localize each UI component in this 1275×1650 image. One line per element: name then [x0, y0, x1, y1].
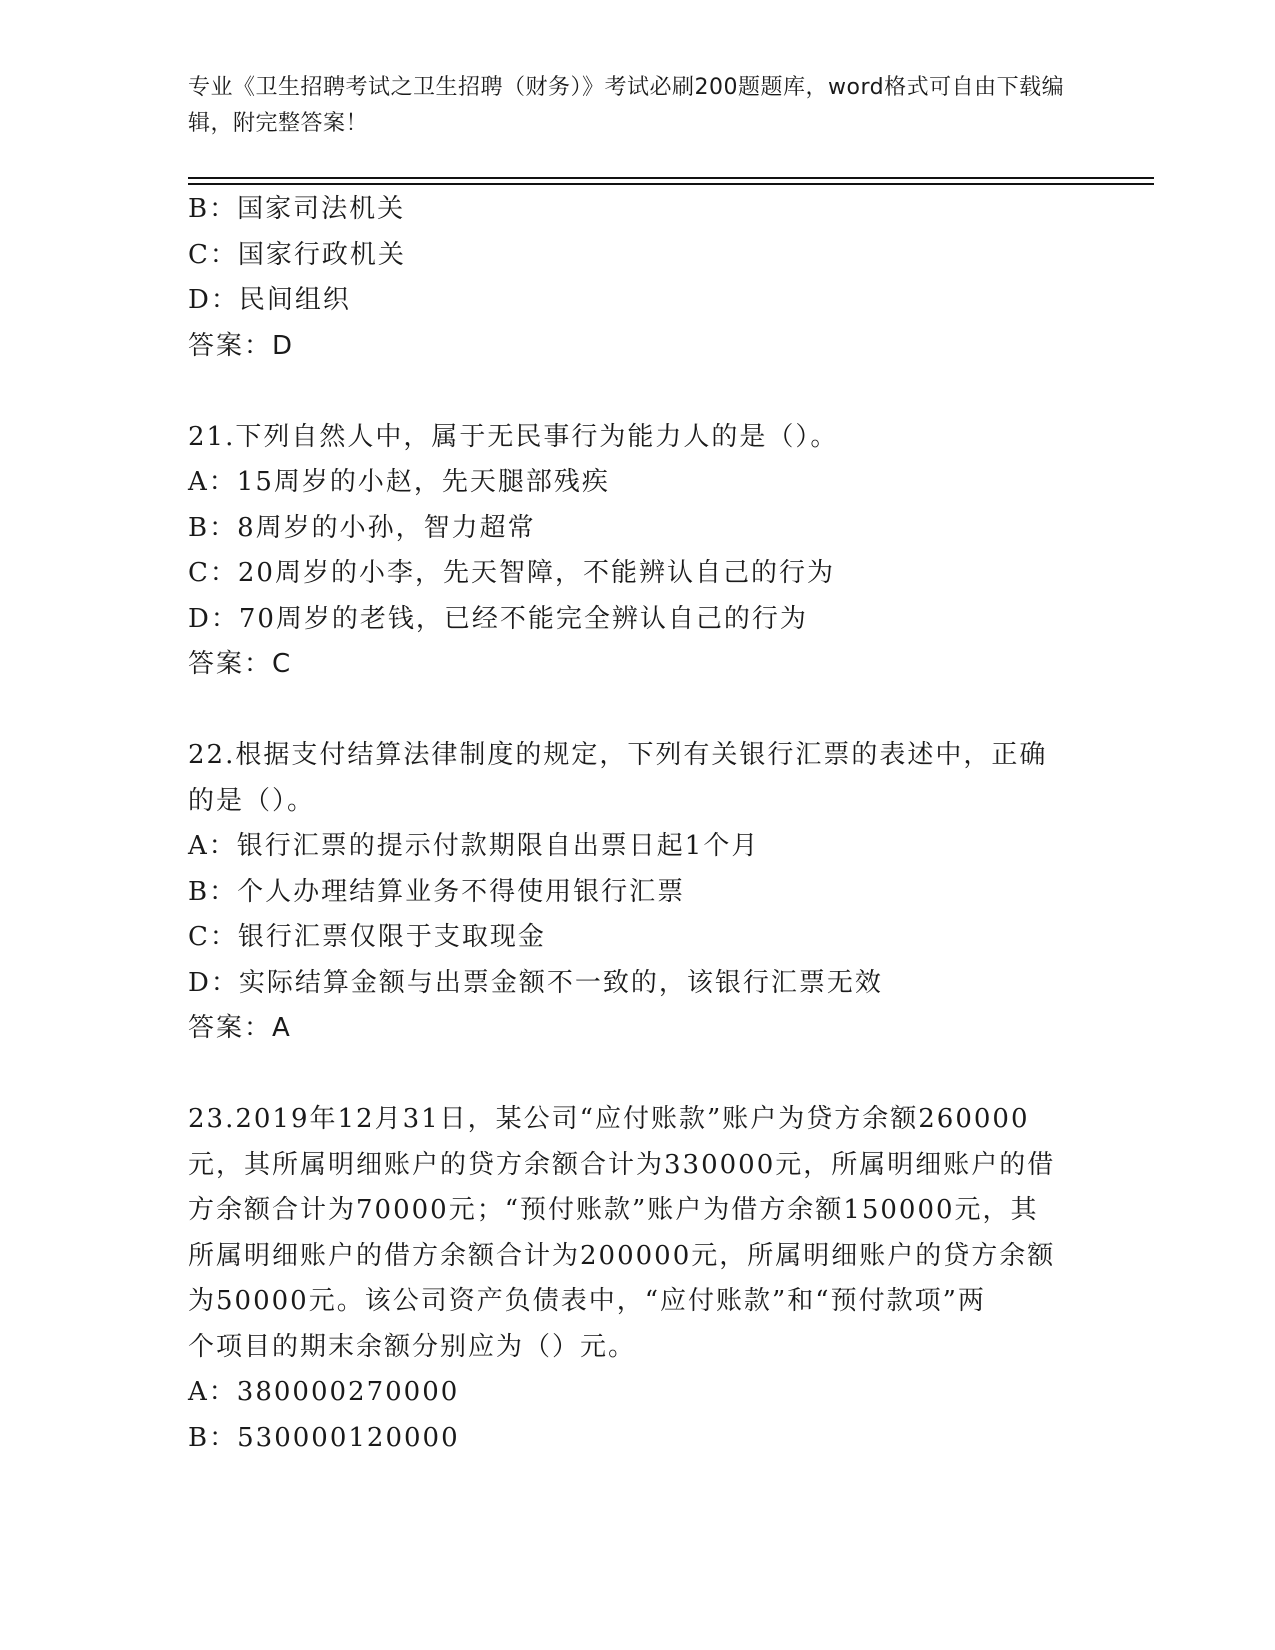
- option-a: A：15周岁的小赵，先天腿部残疾: [188, 467, 610, 497]
- question-text: 21.下列自然人中，属于无民事行为能力人的是（）。: [188, 421, 839, 452]
- question-text: 22.根据支付结算法律制度的规定，下列有关银行汇票的表述中，正确: [188, 740, 1048, 770]
- option-c: C：20周岁的小李，先天智障，不能辨认自己的行为: [188, 558, 835, 588]
- answer: 答案：A: [188, 1013, 292, 1043]
- option-c: C：国家行政机关: [188, 239, 406, 270]
- option-a: A：380000270000: [188, 1377, 460, 1407]
- question-text: 的是（）。: [188, 785, 316, 816]
- option-b: B：个人办理结算业务不得使用银行汇票: [188, 876, 686, 907]
- option-d: D：民间组织: [188, 285, 351, 315]
- answer: 答案：D: [188, 330, 295, 361]
- spacer: [188, 1052, 1088, 1098]
- option-a: A：银行汇票的提示付款期限自出票日起1个月: [188, 831, 760, 861]
- question-text: 个项目的期末余额分别应为（）元。: [188, 1331, 637, 1362]
- question-21: [188, 415, 1088, 688]
- question-text: 23.2019年12月31日，某公司“应付账款”账户为贷方余额260000: [188, 1104, 1030, 1134]
- document-body: [188, 187, 1088, 1461]
- option-b: B：国家司法机关: [188, 194, 406, 224]
- answer: 答案：C: [188, 649, 293, 679]
- page-header: [188, 70, 1088, 142]
- header-text: 专业《卫生招聘考试之卫生招聘（财务）》考试必刷200题题库，word格式可自由下载编辑，附完整答案！: [188, 75, 1065, 136]
- header-rule-double: [188, 183, 1154, 185]
- header-rule: [188, 177, 1154, 179]
- option-b: B：530000120000: [188, 1422, 460, 1453]
- spacer: [188, 369, 1088, 415]
- question-text: 方余额合计为70000元；“预付账款”账户为借方余额150000元，其: [188, 1195, 1039, 1225]
- option-c: C：银行汇票仅限于支取现金: [188, 922, 546, 952]
- option-b: B：8周岁的小孙，智力超常: [188, 512, 536, 543]
- spacer: [188, 688, 1088, 734]
- question-23: [188, 1097, 1088, 1461]
- option-d: D：70周岁的老钱，已经不能完全辨认自己的行为: [188, 603, 808, 634]
- question-20: [188, 187, 1088, 369]
- question-text: 元，其所属明细账户的贷方余额合计为330000元，所属明细账户的借: [188, 1149, 1056, 1180]
- question-text: 所属明细账户的借方余额合计为200000元，所属明细账户的贷方余额: [188, 1240, 1056, 1271]
- option-d: D：实际结算金额与出票金额不一致的，该银行汇票无效: [188, 967, 883, 998]
- question-text: 为50000元。该公司资产负债表中，“应付账款”和“预付款项”两: [188, 1286, 986, 1316]
- question-22: [188, 733, 1088, 1052]
